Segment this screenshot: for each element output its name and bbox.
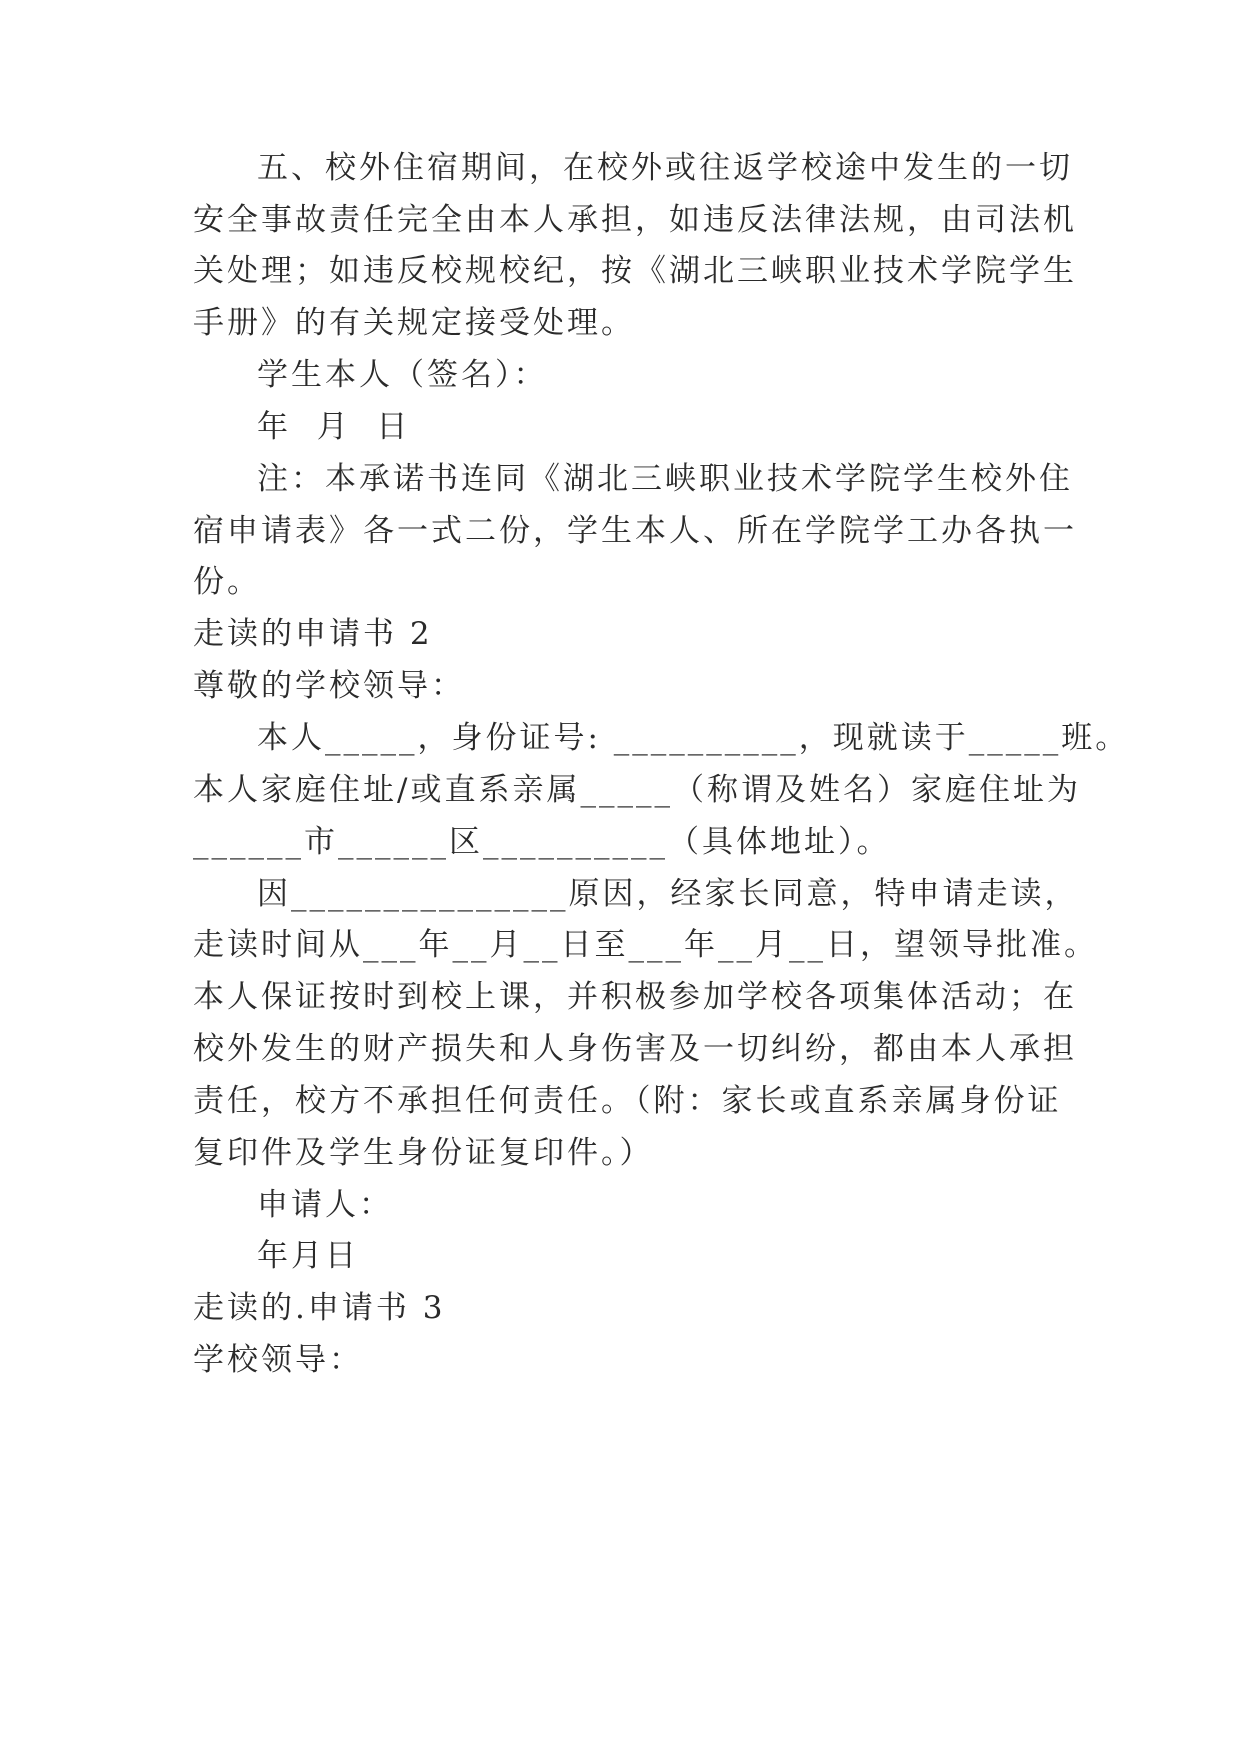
paragraph-line: 五、校外住宿期间，在校外或往返学校途中发生的一切 [257,150,1073,186]
paragraph-line: 因_______________原因，经家长同意，特申请走读， [257,876,1079,912]
salutation: 尊敬的学校领导： [193,668,465,704]
paragraph-line: 本人_____，身份证号: __________，现就读于_____班。 [257,720,1130,756]
paragraph-line: 手册》的有关规定接受处理。 [193,305,635,341]
paragraph-line: 走读时间从___年__月__日至___年__月__日，望领导批准。 [193,927,1098,963]
paragraph-line: 份。 [193,564,261,600]
paragraph-line: 关处理；如违反校规校纪，按《湖北三峡职业技术学院学生 [193,253,1077,289]
section-title: 走读的申请书 2 [193,616,433,652]
paragraph-line: 复印件及学生身份证复印件。） [193,1135,654,1171]
date-line: 年 月 日 [257,409,411,445]
applicant-label: 申请人： [257,1187,393,1223]
paragraph-line: 责任，校方不承担任何责任。（附：家长或直系亲属身份证 [193,1083,1062,1119]
paragraph-line: ______市______区__________（具体地址）。 [193,824,891,860]
salutation: 学校领导： [193,1342,363,1378]
paragraph-line: 注：本承诺书连同《湖北三峡职业技术学院学生校外住 [257,461,1073,497]
paragraph-line: 本人保证按时到校上课，并积极参加学校各项集体活动；在 [193,979,1077,1015]
date-line: 年月日 [257,1238,359,1274]
paragraph-line: 安全事故责任完全由本人承担，如违反法律法规，由司法机 [193,202,1077,238]
signature-label: 学生本人（签名）： [257,357,548,393]
section-title: 走读的.申请书 3 [193,1290,446,1326]
paragraph-line: 校外发生的财产损失和人身伤害及一切纠纷，都由本人承担 [193,1031,1077,1067]
paragraph-line: 本人家庭住址/或直系亲属_____（称谓及姓名）家庭住址为 [193,772,1081,808]
paragraph-line: 宿申请表》各一式二份，学生本人、所在学院学工办各执一 [193,513,1077,549]
